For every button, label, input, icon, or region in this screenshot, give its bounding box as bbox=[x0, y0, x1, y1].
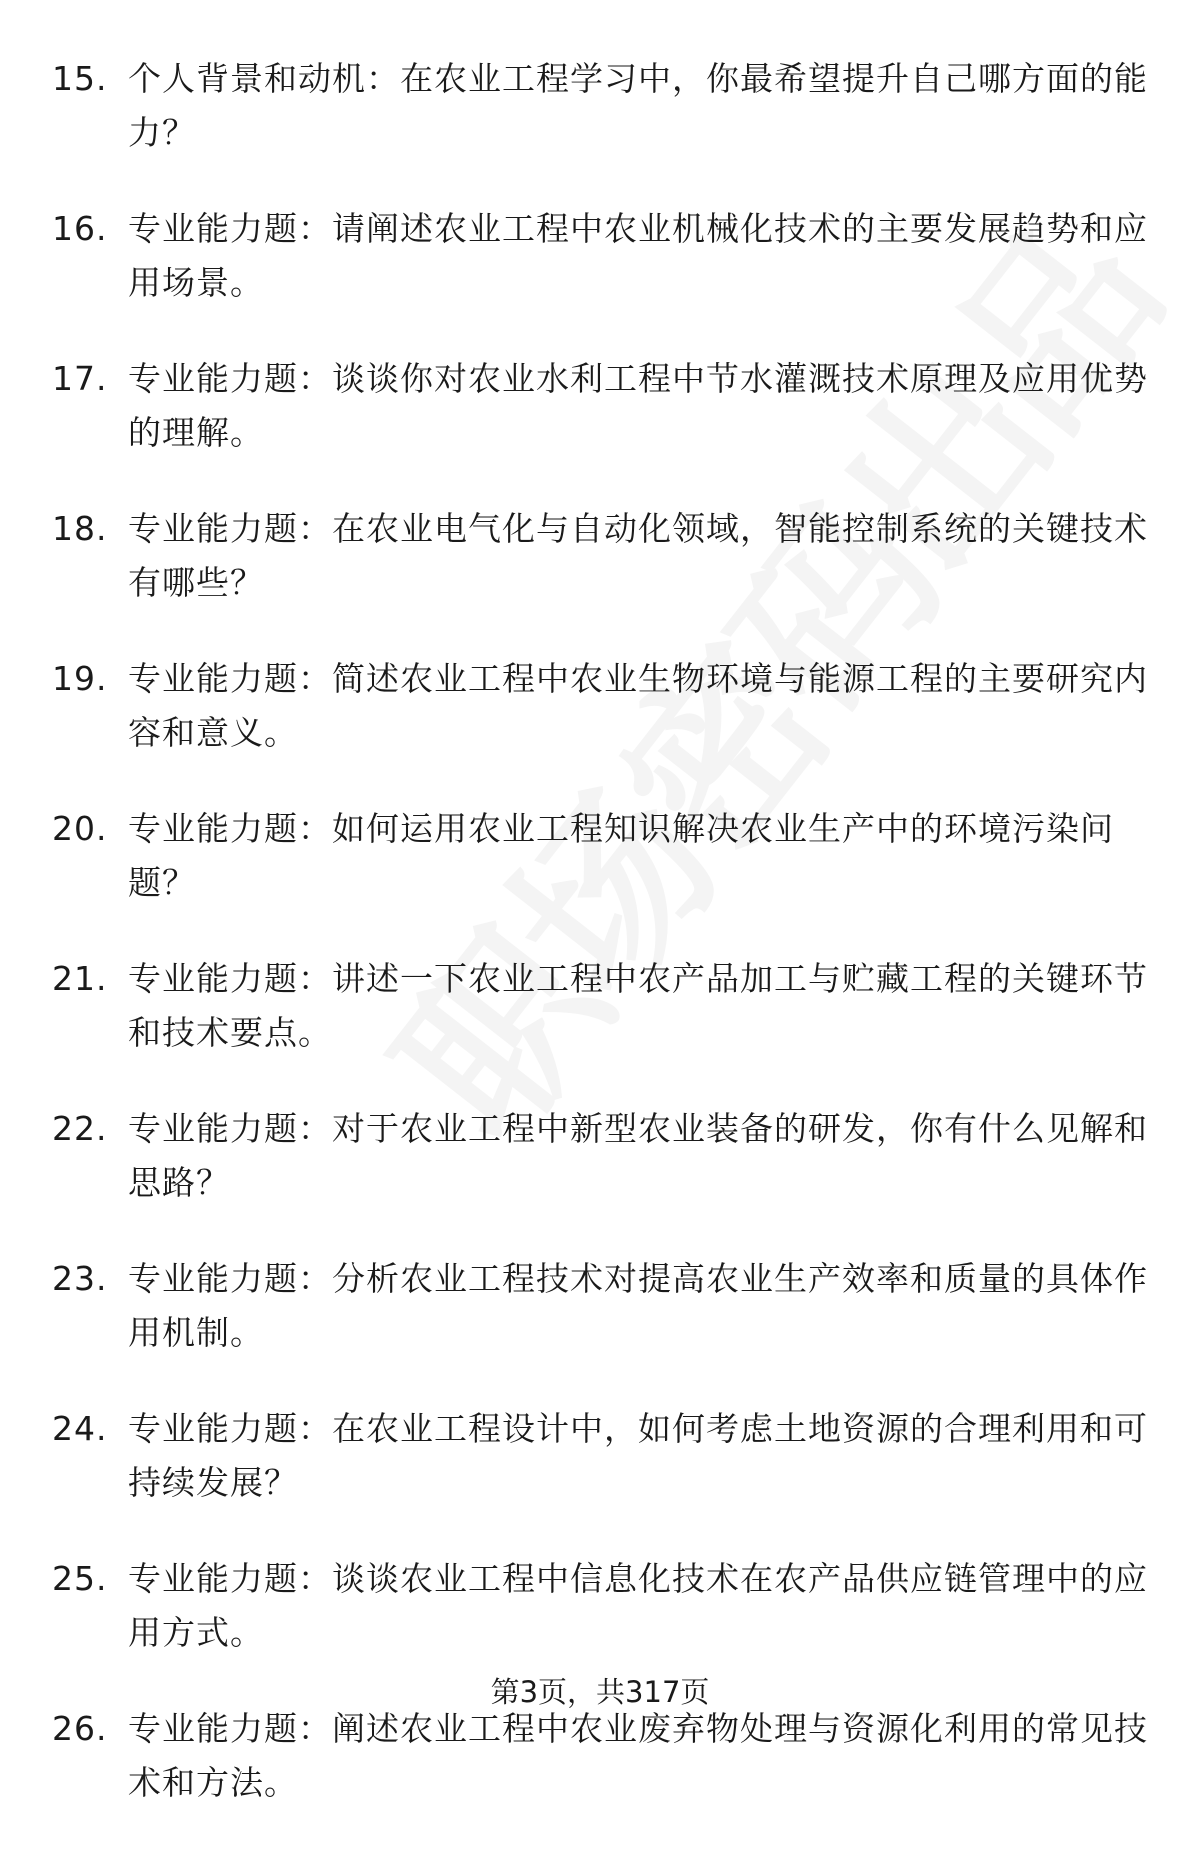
question-number: 22. bbox=[52, 1109, 108, 1148]
question-item bbox=[52, 52, 1152, 160]
question-number: 26. bbox=[52, 1709, 108, 1748]
question-text: 专业能力题：讲述一下农业工程中农产品加工与贮藏工程的关键环节和技术要点。 bbox=[128, 959, 1148, 1052]
question-text: 专业能力题：分析农业工程技术对提高农业生产效率和质量的具体作用机制。 bbox=[128, 1259, 1148, 1352]
question-number: 24. bbox=[52, 1409, 108, 1448]
question-text: 专业能力题：简述农业工程中农业生物环境与能源工程的主要研究内容和意义。 bbox=[128, 659, 1148, 752]
question-text: 专业能力题：在农业工程设计中，如何考虑土地资源的合理利用和可持续发展？ bbox=[128, 1409, 1148, 1502]
question-number: 15. bbox=[52, 59, 108, 98]
page-footer: 第3页，共317页 bbox=[490, 1675, 710, 1709]
question-item bbox=[52, 952, 1152, 1060]
question-text: 专业能力题：阐述农业工程中农业废弃物处理与资源化利用的常见技术和方法。 bbox=[128, 1709, 1148, 1802]
question-item bbox=[52, 352, 1152, 460]
question-text: 专业能力题：在农业电气化与自动化领域，智能控制系统的关键技术有哪些？ bbox=[128, 509, 1148, 602]
question-number: 25. bbox=[52, 1559, 108, 1598]
question-text: 专业能力题：对于农业工程中新型农业装备的研发，你有什么见解和思路？ bbox=[128, 1109, 1148, 1202]
question-item bbox=[52, 202, 1152, 310]
question-item bbox=[52, 502, 1152, 610]
question-item bbox=[52, 1552, 1152, 1660]
question-item bbox=[52, 1402, 1152, 1510]
question-text: 专业能力题：如何运用农业工程知识解决农业生产中的环境污染问题？ bbox=[128, 809, 1114, 902]
question-item bbox=[52, 652, 1152, 760]
question-text: 专业能力题：请阐述农业工程中农业机械化技术的主要发展趋势和应用场景。 bbox=[128, 209, 1148, 302]
question-list bbox=[52, 52, 1152, 1852]
question-item bbox=[52, 802, 1152, 910]
question-item bbox=[52, 1102, 1152, 1210]
question-number: 23. bbox=[52, 1259, 108, 1298]
question-item bbox=[52, 1252, 1152, 1360]
question-number: 21. bbox=[52, 959, 108, 998]
question-number: 17. bbox=[52, 359, 108, 398]
question-number: 18. bbox=[52, 509, 108, 548]
question-item bbox=[52, 1702, 1152, 1810]
question-text: 专业能力题：谈谈你对农业水利工程中节水灌溉技术原理及应用优势的理解。 bbox=[128, 359, 1148, 452]
question-text: 专业能力题：谈谈农业工程中信息化技术在农产品供应链管理中的应用方式。 bbox=[128, 1559, 1148, 1652]
question-number: 16. bbox=[52, 209, 108, 248]
question-number: 20. bbox=[52, 809, 108, 848]
question-number: 19. bbox=[52, 659, 108, 698]
question-text: 个人背景和动机：在农业工程学习中，你最希望提升自己哪方面的能力？ bbox=[128, 59, 1148, 152]
